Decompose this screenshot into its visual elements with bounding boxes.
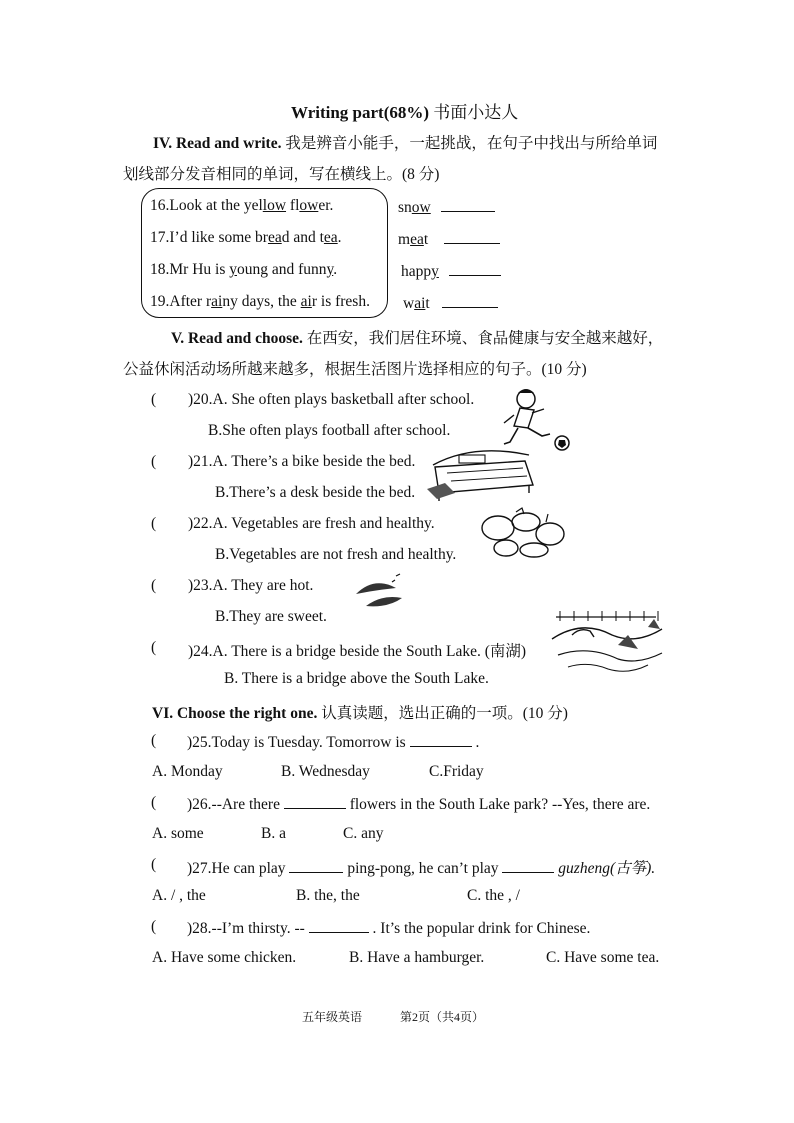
item-16-mid: fl <box>286 197 300 214</box>
answer-paren-22[interactable]: ( <box>151 515 157 532</box>
section-iv-instr2: 划线部分发音相同的单词，写在横线上。(8 分) <box>123 166 440 183</box>
section-v-label: V. Read and choose. <box>171 330 303 347</box>
q26-option-c[interactable]: C. any <box>343 825 384 842</box>
q25-blank[interactable] <box>410 732 472 747</box>
bridge-lake-picture <box>548 605 668 677</box>
q28-blank[interactable] <box>309 918 369 933</box>
pumpkin <box>536 523 564 545</box>
writing-part-label: Writing part <box>291 103 384 122</box>
section-v-instr1: 在西安，我们居住环境、食品健康与安全越来越好， <box>306 330 664 347</box>
q27-blank-2[interactable] <box>502 858 554 873</box>
footer-grade: 五年级英语 <box>302 1010 363 1024</box>
word-pre: sn <box>398 199 412 216</box>
eggplant <box>520 543 548 557</box>
item-19-sentence <box>150 293 370 311</box>
item-17-underlined: ea <box>267 229 282 246</box>
item-16-pre: 16.Look at the yel <box>150 197 263 214</box>
item-21-option-b: B.There’s a desk beside the bed. <box>215 484 416 501</box>
word-underlined: ea <box>410 231 424 248</box>
answer-paren-27[interactable]: ( <box>151 856 157 873</box>
q25-option-b[interactable]: B. Wednesday <box>281 763 370 780</box>
q28-post: . It’s the popular drink for Chinese. <box>372 920 591 937</box>
item-19-mid: ny days, the <box>222 293 301 310</box>
writing-part-title <box>291 98 518 123</box>
q28-option-b[interactable]: B. Have a hamburger. <box>349 949 485 966</box>
item-21-option-a: )21.A. There’s a bike beside the bed. <box>188 453 416 470</box>
item-19-underlined-2: ai <box>300 293 312 310</box>
item-18-word <box>401 261 501 281</box>
q26-option-a[interactable]: A. some <box>152 825 204 842</box>
q27-option-a[interactable]: A. / , the <box>152 887 206 904</box>
football-patch <box>558 440 566 448</box>
item-18-underlined: y <box>229 261 237 278</box>
item-19-pre: 19.After r <box>150 293 212 310</box>
section-iv-heading <box>153 131 657 153</box>
arch <box>572 630 594 637</box>
item-16-underlined-2: ow <box>299 197 319 214</box>
item-16-word <box>398 197 495 217</box>
word-pre: happ <box>401 263 432 280</box>
answer-paren-28[interactable]: ( <box>151 918 157 935</box>
answer-blank-16[interactable] <box>441 197 495 212</box>
q26-option-b[interactable]: B. a <box>261 825 286 842</box>
q28-option-c[interactable]: C. Have some tea. <box>546 949 660 966</box>
item-20-option-a: )20.A. She often plays basketball after school. <box>188 391 475 408</box>
item-17-underlined-2: ea <box>323 229 338 246</box>
item-17-post: . <box>337 229 342 246</box>
q26-blank[interactable] <box>284 794 346 809</box>
tomato <box>512 513 540 531</box>
item-17-pre: 17.I’d like some br <box>150 229 268 246</box>
item-23-option-b: B.They are sweet. <box>215 608 327 625</box>
q28-pre: )28.--I’m thirsty. -- <box>187 920 305 937</box>
word-underlined: ow <box>411 199 431 216</box>
item-20-option-b: B.She often plays football after school. <box>208 422 451 439</box>
word-pre: w <box>403 295 415 312</box>
item-18-post: . <box>333 261 338 278</box>
item-19-underlined: ai <box>211 293 223 310</box>
word-underlined: ai <box>414 295 426 312</box>
q27-post: guzheng(古筝). <box>558 860 656 877</box>
potato <box>494 540 518 556</box>
cabbage <box>482 516 514 540</box>
section-vi-label: VI. Choose the right one. <box>152 705 318 722</box>
q25-option-a[interactable]: A. Monday <box>152 763 223 780</box>
legs <box>504 428 550 444</box>
section-v-instr2: 公益休闲活动场所越来越多，根据生活图片选择相应的句子。(10 分) <box>123 361 587 378</box>
item-18-mid: oung and funn <box>236 261 327 278</box>
answer-paren-24[interactable]: ( <box>151 639 157 656</box>
q27-mid: ping-pong, he can’t play <box>347 860 499 877</box>
q26-post: flowers in the South Lake park? --Yes, there are. <box>349 796 651 813</box>
slice-2 <box>366 597 402 606</box>
item-18-underlined-2: y <box>326 261 334 278</box>
q25-post: . <box>475 734 480 751</box>
answer-paren-25[interactable]: ( <box>151 732 157 749</box>
section-vi-instr: 认真读题，选出正确的一项。(10 分) <box>321 705 568 722</box>
marks <box>392 574 400 582</box>
word-post: t <box>423 231 429 248</box>
section-v-heading <box>171 326 663 348</box>
q26-stem <box>187 794 650 814</box>
bridge-posts <box>560 611 658 621</box>
desk <box>427 483 455 499</box>
q25-pre: )25.Today is Tuesday. Tomorrow is <box>187 734 406 751</box>
item-18-sentence <box>150 261 337 279</box>
word-underlined: y <box>431 263 439 280</box>
q27-blank-1[interactable] <box>289 858 343 873</box>
ripple <box>568 664 648 671</box>
q25-option-c[interactable]: C.Friday <box>429 763 484 780</box>
answer-paren-21[interactable]: ( <box>151 453 157 470</box>
arms <box>504 409 544 423</box>
section-iv-instr1: 我是辨音小能手，一起挑战，在句子中找出与所给单词 <box>285 135 658 152</box>
item-17-sentence <box>150 229 342 247</box>
section-vi-heading <box>152 701 568 723</box>
q27-option-b[interactable]: B. the, the <box>296 887 360 904</box>
bed-stripes <box>447 468 527 481</box>
answer-blank-17[interactable] <box>444 229 500 244</box>
footer-page-number: 第2页（共4页） <box>400 1010 485 1024</box>
item-19-word <box>403 293 498 313</box>
item-16-underlined: low <box>262 197 287 214</box>
q28-option-a[interactable]: A. Have some chicken. <box>152 949 297 966</box>
writing-part-percent: (68%) <box>383 103 430 122</box>
section-iv-label: IV. Read and write. <box>153 135 282 152</box>
item-24-option-b: B. There is a bridge above the South Lake. <box>224 670 489 687</box>
word-pre: m <box>398 231 411 248</box>
answer-paren-20[interactable]: ( <box>151 391 157 408</box>
hair <box>518 389 534 393</box>
q27-stem <box>187 856 655 878</box>
q27-pre: )27.He can play <box>187 860 286 877</box>
vegetables-picture <box>476 506 572 564</box>
item-18-pre: 18.Mr Hu is <box>150 261 230 278</box>
body <box>514 408 534 428</box>
item-17-word <box>398 229 500 249</box>
answer-blank-19[interactable] <box>442 293 498 308</box>
slice-1 <box>356 583 396 594</box>
answer-blank-18[interactable] <box>449 261 501 276</box>
q25-stem <box>187 732 479 752</box>
item-16-post: er. <box>318 197 334 214</box>
item-22-option-a: )22.A. Vegetables are fresh and healthy. <box>188 515 435 532</box>
stems <box>516 508 548 522</box>
item-16-sentence <box>150 197 333 215</box>
item-23-option-a: )23.A. They are hot. <box>188 577 314 594</box>
q28-stem <box>187 918 590 938</box>
bed-and-desk-picture <box>425 445 537 503</box>
q26-pre: )26.--Are there <box>187 796 280 813</box>
answer-paren-26[interactable]: ( <box>151 794 157 811</box>
water-line <box>558 651 662 661</box>
shore-line <box>552 628 662 639</box>
q27-option-c[interactable]: C. the , / <box>467 887 520 904</box>
item-24-option-a: )24.A. There is a bridge beside the South Lake. (南湖) <box>188 643 527 660</box>
pillow <box>459 455 485 463</box>
answer-paren-23[interactable]: ( <box>151 577 157 594</box>
item-19-post: r is fresh. <box>311 293 370 310</box>
word-post: t <box>425 295 430 312</box>
item-22-option-b: B.Vegetables are not fresh and healthy. <box>215 546 457 563</box>
watermelon-slices-picture <box>352 572 408 614</box>
item-17-mid: d and t <box>281 229 324 246</box>
writing-part-cn: 书面小达人 <box>433 103 519 122</box>
